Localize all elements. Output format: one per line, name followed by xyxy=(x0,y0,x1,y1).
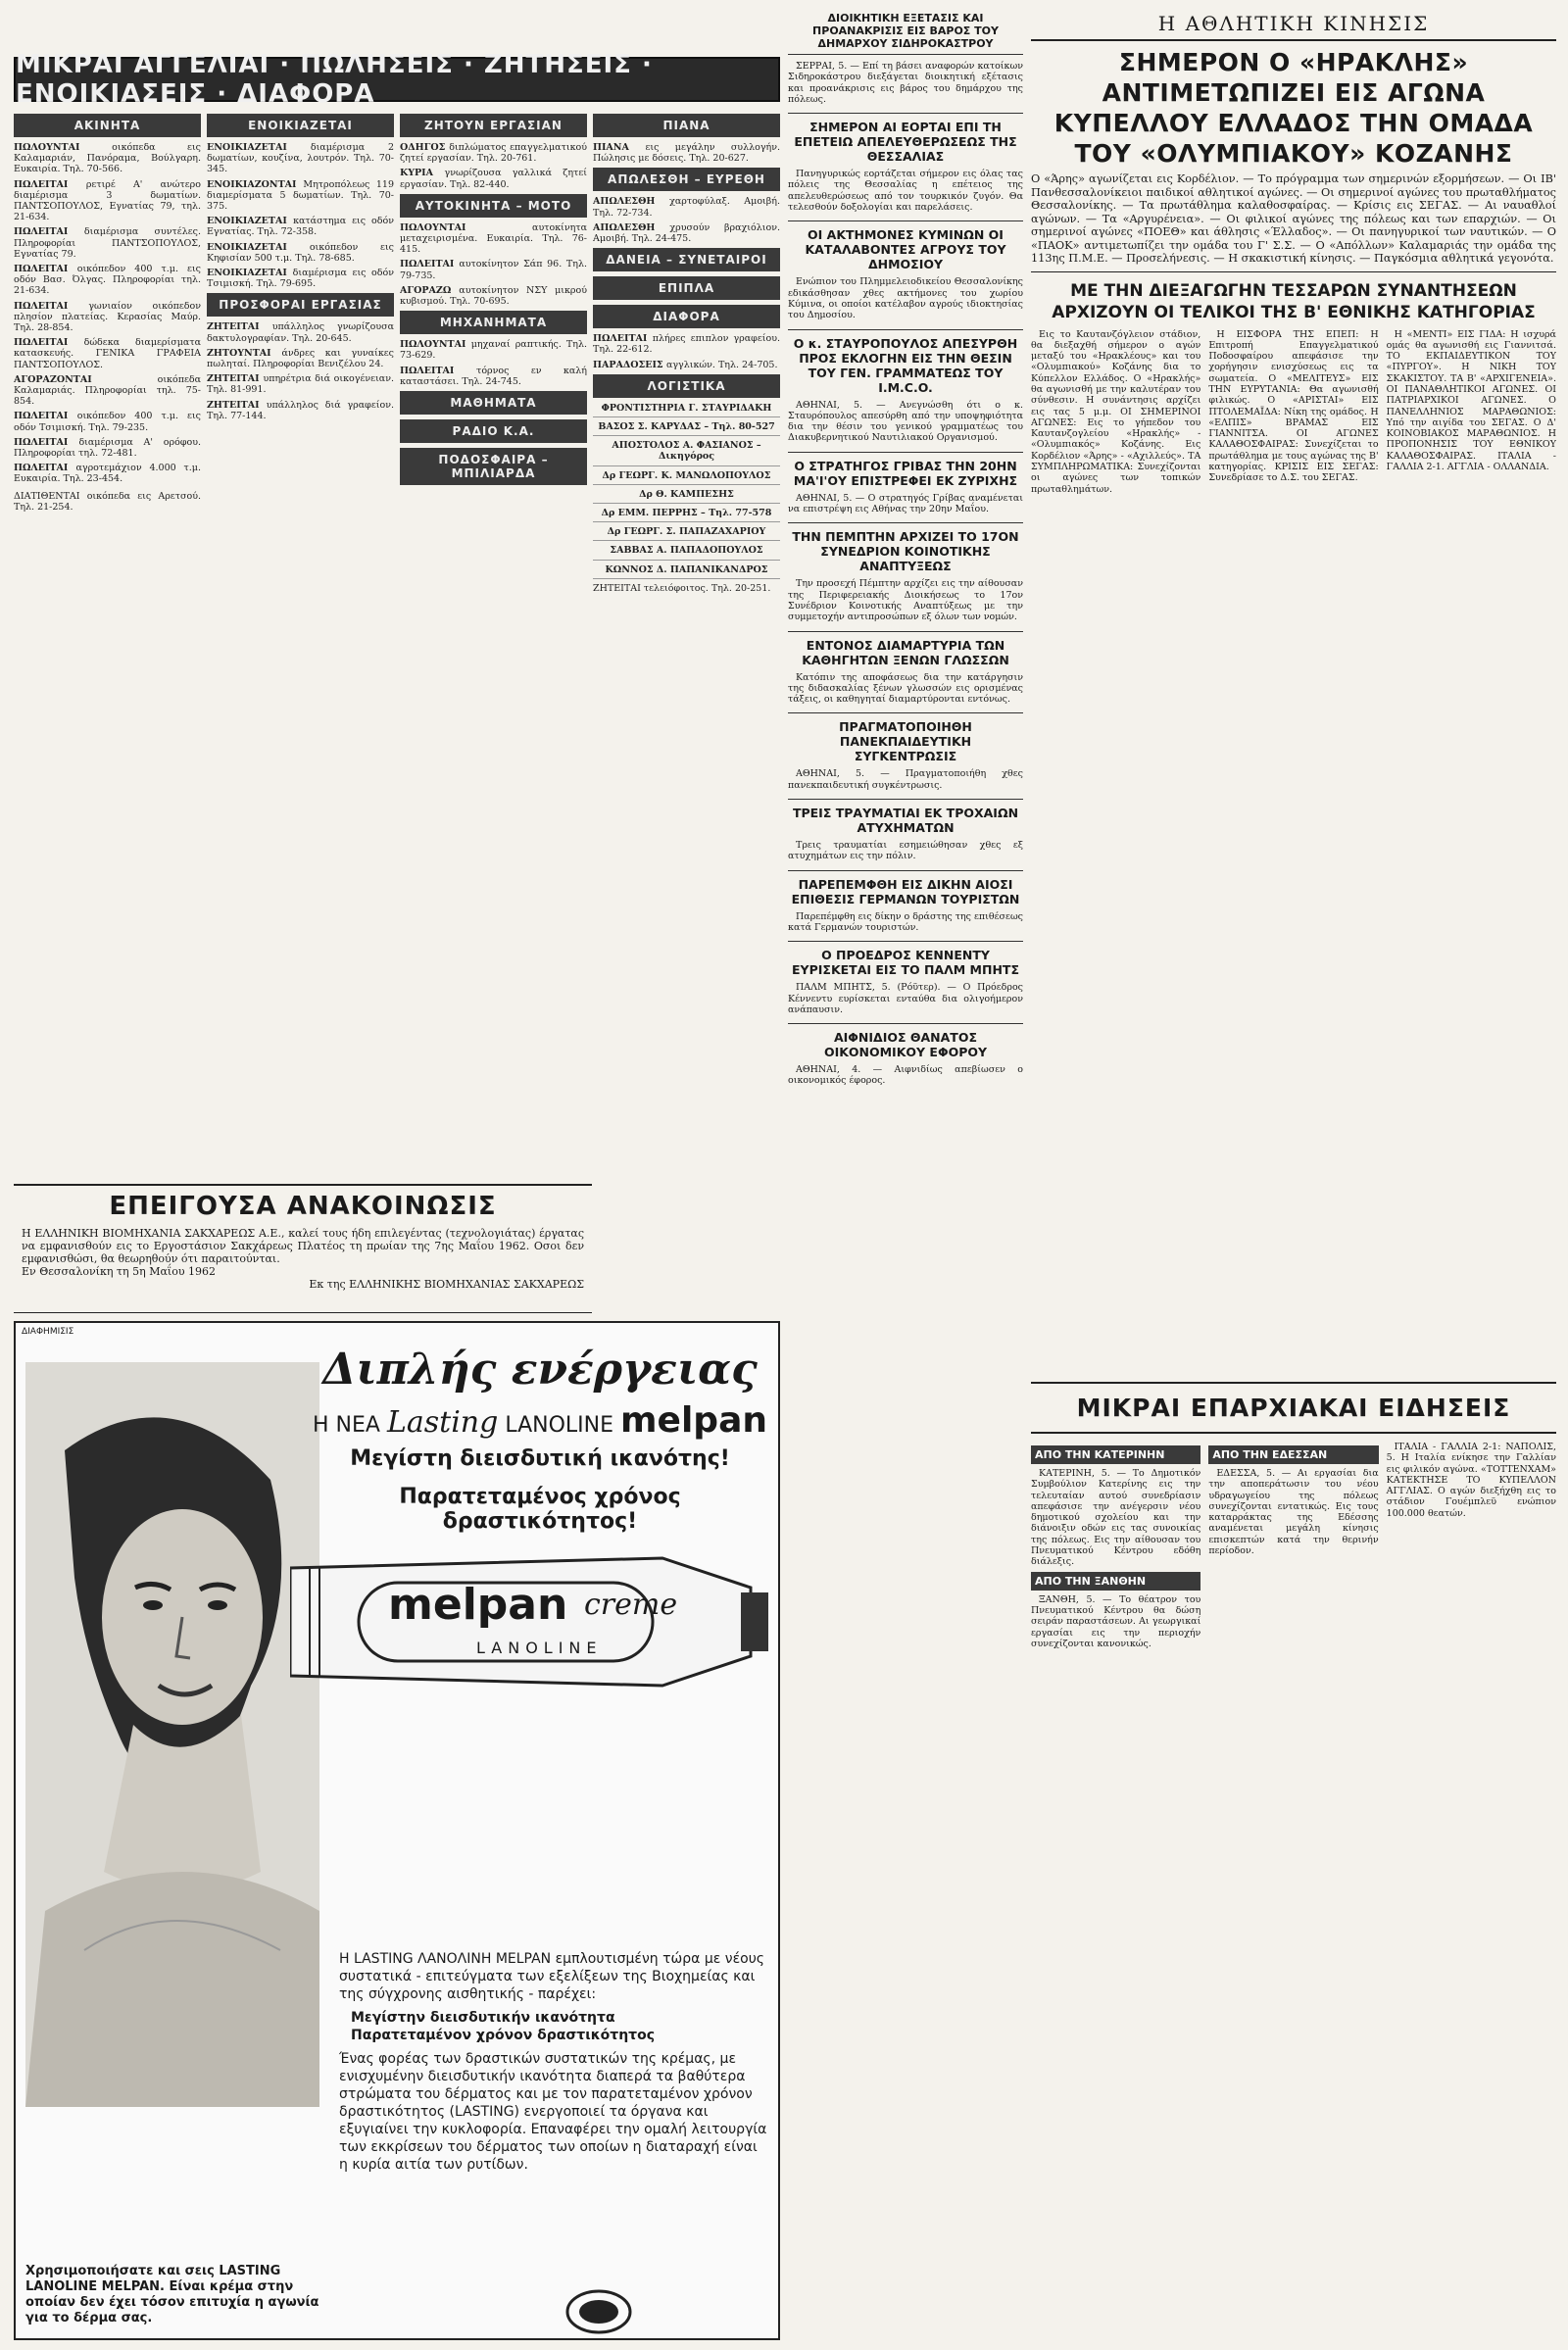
classified-keyword: ΠΩΛΕΙΤΑΙ xyxy=(593,333,653,345)
classified-keyword: ΖΗΤΕΙΤΑΙ xyxy=(207,373,264,385)
classified-text: ρετιρέ Α' ανώτερο διαμέρισμα 3 δωματίων. ΠΑΝΤΣΟΠΟΥΛΟΣ, Εγνατίας 79, τηλ. 21-634. xyxy=(14,178,201,223)
classified-keyword: ΠΩΛΕΙΤΑΙ xyxy=(14,436,79,448)
sports-column-text: Εις το Καυτανζόγλειον στάδιον, θα διεξαχθή σήμερον ο αγών μεταξύ του «Ηρακλέους» και του «Ολυμπιακού» Κοζάνης δια το Κύπελλον Ελλάδος. Ο «Ηρακλής» θα αγωνισθή με την καλυτέραν του σύνθεσιν. Η συνάντησις αρχίζει εις τας 5 μ.μ. ΟΙ ΣΗΜΕΡΙΝΟΙ ΑΓΩΝΕΣ: Εις το γήπεδον του Καυτανζογλείου «Ηρακλής» - «Ολυμπιακός» Κοζάνης. Εις Κορδέλιον «Άρης» - «Αχιλλεύς». ΤΑ ΣΥΜΠΛΗΡΩΜΑΤΙΚΑ: Συνεχίζονται οι αγώνες των τοπικών πρωταθλημάτων. xyxy=(1031,328,1201,495)
classified-text: υπηρέτρια διά οικογένειαν. Τηλ. 81-991. xyxy=(207,373,394,396)
ad-tag: ΔΙΑΦΗΜΙΣΙΣ xyxy=(22,1327,74,1337)
classified-keyword: ΑΓΟΡΑΖΩ xyxy=(400,284,460,296)
melpan-advertisement xyxy=(14,1321,780,2340)
classified-keyword: ΑΠΩΛΕΣΘΗ xyxy=(593,196,670,208)
classified-text: αυτοκίνητον Σάπ 96. Τηλ. 79-735. xyxy=(400,259,587,281)
tube-script: creme xyxy=(584,1588,678,1622)
classified-keyword: ΠΩΛΕΙΤΑΙ xyxy=(14,264,77,275)
classified-keyword: ΟΔΗΓΟΣ xyxy=(400,142,450,153)
ad-footer-text: Χρησιμοποιήσατε και σεις LASTING LANOLINE MELPAN. Είναι κρέμα στην οποίαν δεν έχει τόσον επιτυχία η αγωνία για το δέρμα σας. xyxy=(25,2264,319,2326)
section-head-lost-found: ΑΠΩΛΕΣΘΗ – ΕΥΡΕΘΗ xyxy=(593,168,780,191)
classifieds-column-4 xyxy=(593,110,780,1178)
classifieds-columns xyxy=(14,110,780,1178)
professional-listing: Δρ Θ. ΚΑΜΠΕΣΗΣ xyxy=(593,489,780,504)
location-label-katerini: ΑΠΟ ΤΗΝ ΚΑΤΕΡΙΝΗΝ xyxy=(1031,1445,1200,1464)
classified-keyword: ΕΝΟΙΚΙΑΖΟΝΤΑΙ xyxy=(207,178,304,190)
classified-keyword: ΖΗΤΕΙΤΑΙ xyxy=(207,321,272,333)
classified-ad xyxy=(593,142,780,164)
professional-listing: ΑΠΟΣΤΟΛΟΣ Α. ΦΑΣΙΑΝΟΣ – Δικηγόρος xyxy=(593,440,780,465)
classified-text: διαμέρισμα 2 δωματίων, κουζίνα, λουτρόν. Τηλ. 70-345. xyxy=(207,142,394,175)
section-head-lessons: ΜΑΘΗΜΑΤΑ xyxy=(400,391,587,415)
sports-column-text: Η ΕΙΣΦΟΡΑ ΤΗΣ ΕΠΕΠ: Η Επιτροπή Επαγγελματικού Ποδοσφαίρου απεφάσισε την χορήγησιν ενισχύσεως εις τα σωματεία. Ο «ΜΕΛΙΤΕΥΣ» ΕΙΣ ΤΗΝ ΕΥΡΥΤΑΝΙΑ: Θα αγωνισθή φιλικώς. Ο «ΑΡΙΣΤΑΙ» ΕΙΣ ΠΤΟΛΕΜΑΪΔΑ: Νίκη της ομάδος. Η «ΕΛΠΙΣ» ΒΡΑΜΑΣ ΕΙΣ ΓΙΑΝΝΙΤΣΑ. ΟΙ ΑΓΩΝΕΣ ΚΑΛΑΘΟΣΦΑΙΡΑΣ: Συνεχίζεται το πρωτάθλημα με τους αγώνας της Β' κατηγορίας. ΚΡΙΣΙΣ ΕΙΣ ΣΕΓΑΣ: Συνεδρίασε το Δ.Σ. του ΣΕΓΑΣ. xyxy=(1208,328,1379,484)
headline-traffic-accidents: ΤΡΕΙΣ ΤΡΑΥΜΑΤΙΑΙ ΕΚ ΤΡΟΧΑΙΩΝ ΑΤΥΧΗΜΑΤΩΝ xyxy=(788,799,1023,835)
headline-thessaly-liberation: ΣΗΜΕΡΟΝ ΑΙ ΕΟΡΤΑΙ ΕΠΙ ΤΗ ΕΠΕΤΕΙΩ ΑΠΕΛΕΥΘΕΡΩΣΕΩΣ ΤΗΣ ΘΕΣΣΑΛΙΑΣ xyxy=(788,113,1023,164)
classified-text: υπάλληλος διά γραφείον. Τηλ. 77-144. xyxy=(207,399,394,421)
classified-ad xyxy=(207,400,394,421)
woman-portrait-illustration xyxy=(25,1362,319,2107)
ad-brand-line xyxy=(310,1400,770,1441)
classified-keyword: ΑΓΟΡΑΖΟΝΤΑΙ xyxy=(14,373,158,385)
classified-keyword: ΠΙΑΝΑ xyxy=(593,142,646,153)
brand-mid: LANOLINE xyxy=(505,1413,614,1438)
classified-keyword: ΑΠΩΛΕΣΘΗ xyxy=(593,221,670,233)
announcement-signature: Εκ της ΕΛΛΗΝΙΚΗΣ ΒΙΟΜΗΧΑΝΙΑΣ ΣΑΚΧΑΡΕΩΣ xyxy=(309,1278,584,1291)
article-text: Παρεπέμφθη εις δίκην ο δράστης της επιθέσεως κατά Γερμανών τουριστών. xyxy=(788,910,1023,933)
classified-keyword: ΠΩΛΕΙΤΑΙ xyxy=(14,226,84,238)
classified-text: αυτοκίνητα μεταχειρισμένα. Ευκαιρία. Τηλ. 76-415. xyxy=(400,221,587,256)
classified-ad xyxy=(400,142,587,164)
classified-ad xyxy=(14,179,201,223)
section-head-seeking-work: ΖΗΤΟΥΝ ΕΡΓΑΣΙΑΝ xyxy=(400,114,587,137)
headline-landless-farmers: ΟΙ ΑΚΤΗΜΟΝΕΣ ΚΥΜΙΝΩΝ ΟΙ ΚΑΤΑΛΑΒΟΝΤΕΣ ΑΓΡΟΥΣ ΤΟΥ ΔΗΜΟΣΙΟΥ xyxy=(788,220,1023,271)
classified-text: χρυσούν βραχιόλιον. Αμοιβή. Τηλ. 24-475. xyxy=(593,221,780,245)
section-head-loans: ΔΑΝΕΙΑ – ΣΥΝΕΤΑΙΡΟΙ xyxy=(593,248,780,271)
classified-ad xyxy=(207,373,394,395)
classified-ad xyxy=(400,366,587,387)
provincial-news-section xyxy=(1031,1382,1556,2340)
classified-keyword: ΠΩΛΕΙΤΑΙ xyxy=(14,178,86,190)
classified-ad xyxy=(207,216,394,237)
ad-body-text: Ένας φορέας των δραστικών συστατικών της κρέμας, με ενισχυμένην διεισδυτικήν ικανότητα διαπερά τα βαθύτερα στρώματα του δέρματος και με τον παρατεταμένον χρόνον δραστικότητος (LASTING) ενεργοποιεί τα όργανα και εξυγιαίνει την κυκλοφορία. Επαναφέρει την ομαλή λειτουργία των εκκρίσεων του δέρματος των οποίων η διαταραχή είναι η κυρία αιτία των ρυτίδων. xyxy=(339,2051,767,2173)
brand-logo-icon xyxy=(564,2288,633,2335)
tube-sub: LANOLINE xyxy=(476,1639,603,1657)
classified-ad xyxy=(400,285,587,307)
section-head-misc: ΔΙΑΦΟΡΑ xyxy=(593,305,780,328)
headline-grivas-return: Ο ΣΤΡΑΤΗΓΟΣ ΓΡΙΒΑΣ ΤΗΝ 20ΗΝ ΜΑ'Ι'ΟΥ ΕΠΙΣΤΡΕΦΕΙ ΕΚ ΖΥΡΙΧΗΣ xyxy=(788,452,1023,488)
classified-ad xyxy=(14,301,201,334)
brand-name: melpan xyxy=(620,1400,767,1441)
classified-ad xyxy=(14,226,201,260)
classified-text: οικόπεδον εις Κηφισίαν 500 τ.μ. Τηλ. 78-685. xyxy=(207,241,394,264)
classified-ad: ΖΗΤΕΙΤΑΙ τελειόφοιτος. Τηλ. 20-251. xyxy=(593,582,771,594)
location-label-xanthi: ΑΠΟ ΤΗΝ ΞΑΝΘΗΝ xyxy=(1031,1572,1200,1591)
headline-stavropoulos-imco: Ο κ. ΣΤΑΥΡΟΠΟΥΛΟΣ ΑΠΕΣΥΡΘΗ ΠΡΟΣ ΕΚΛΟΓΗΝ ΕΙΣ ΤΗΝ ΘΕΣΙΝ ΤΟΥ ΓΕΝ. ΓΡΑΜΜΑΤΕΩΣ ΤΟΥ I.M.C.O. xyxy=(788,329,1023,395)
classified-text: διαμέρισμα συντέλες. Πληροφορίαι ΠΑΝΤΣΟΠΟΥΛΟΣ, Εγνατίας 79. xyxy=(14,226,201,260)
classified-keyword: ΚΥΡΙΑ xyxy=(400,168,445,179)
classified-ad xyxy=(400,259,587,280)
classified-keyword: ΕΝΟΙΚΙΑΖΕΤΑΙ xyxy=(207,268,293,279)
tube-brand: melpan xyxy=(388,1580,568,1630)
section-head-real-estate: ΑΚΙΝΗΤΑ xyxy=(14,114,201,137)
classified-ad xyxy=(207,142,394,175)
classified-keyword: ΠΩΛΕΙΤΑΙ xyxy=(14,411,77,422)
classified-text: χαρτοφύλαξ. Αμοιβή. Τηλ. 72-734. xyxy=(593,196,780,219)
classified-keyword: ΕΝΟΙΚΙΑΖΕΤΑΙ xyxy=(207,216,294,227)
article-text: Τρεις τραυματίαι εσημειώθησαν χθες εξ ατυχημάτων εις την πόλιν. xyxy=(788,840,1023,862)
ad-bullet: Παρατεταμένον χρόνον δραστικότητος xyxy=(351,2028,656,2043)
classified-ad xyxy=(14,374,201,408)
announcement-body: Η ΕΛΛΗΝΙΚΗ ΒΙΟΜΗΧΑΝΙΑ ΣΑΚΧΑΡΕΩΣ Α.Ε., καλεί τους ήδη επιλεγέντας (τεχνολογιάτας) έργατας να εμφανισθούν εις το Εργοστάσιον Σακχάρεως Πλατέος τη πρωίαν της 7ης Μαΐου 1962. Οσοι δεν εμφανισθώσι, θα θεωρηθούν ότι παραιτούνται. xyxy=(22,1227,584,1265)
classified-text: υπάλληλος γνωρίζουσα δακτυλογραφίαν. Τηλ. 20-645. xyxy=(207,321,394,344)
classified-keyword: ΠΩΛΕΙΤΑΙ xyxy=(400,259,460,270)
classified-text: Μητροπόλεως 119 διαμερίσματα 5 δωματίων. Τηλ. 70-375. xyxy=(207,178,394,213)
classified-ad xyxy=(207,268,394,289)
sports-columns xyxy=(1031,329,1556,495)
provincial-columns xyxy=(1031,1442,1556,1649)
classified-text: οικόπεδα εις Καλαμαριάν, Πανόραμα, Βούλγαρη. Ευκαιρία. Τηλ. 70-566. xyxy=(14,142,201,175)
classified-text: διαμέρισμα εις οδόν Τσιμισκή. Τηλ. 79-695. xyxy=(207,268,394,290)
classified-text: εις μεγάλην συλλογήν. Πώλησις με δόσεις. Τηλ. 20-627. xyxy=(593,142,780,165)
classified-text: αγροτεμάχιον 4.000 τ.μ. Ευκαιρία. Τηλ. 23-454. xyxy=(14,463,201,485)
classified-ad xyxy=(207,348,394,369)
provincial-text: ΚΑΤΕΡΙΝΗ, 5. — Το Δημοτικόν Συμβούλιον Κατερίνης εις την τελευταίαν αυτού συνεδρίασιν απεφάσισε την ανέγερσιν νέου δημοτικού σχολείου και την διάνοιξιν οδών εις τας συνοικίας της πόλεως. Εις την αίθουσαν του Πνευματικού Κέντρου εδόθη διάλεξις. xyxy=(1031,1468,1201,1568)
classifieds-column-1 xyxy=(14,110,201,1178)
article-text: ΣΕΡΡΑΙ, 5. — Επί τη βάσει αναφορών κατοίκων Σιδηροκάστρου διεξάγεται διοικητική εξέτασις και προανάκρισις εις βάρος του δημάρχου της πόλεως. xyxy=(788,61,1023,105)
location-label-edessa: ΑΠΟ ΤΗΝ ΕΔΕΣΣΑΝ xyxy=(1208,1445,1378,1464)
classified-keyword: ΠΩΛΟΥΝΤΑΙ xyxy=(400,339,471,351)
professional-listing: ΚΩΝΝΟΣ Δ. ΠΑΠΑΝΙΚΑΝΔΡΟΣ xyxy=(593,564,780,579)
ad-headline: Διπλής ενέργειας xyxy=(322,1345,758,1395)
article-text: Πανηγυρικώς εορτάζεται σήμερον εις όλας τας πόλεις της Θεσσαλίας η επέτειος της απελευθερώσεως από τον τουρκικόν ζυγόν. Θα τελεσθούν δοξολογίαι και παρελάσεις. xyxy=(788,169,1023,214)
classified-keyword: ΖΗΤΟΥΝΤΑΙ xyxy=(207,347,282,359)
classified-text: αυτοκίνητον ΝΣΥ μικρού κυβισμού. Τηλ. 70-695. xyxy=(400,284,587,308)
article-text: Την προσεχή Πέμπτην αρχίζει εις την αίθουσαν της Περιφερειακής Διοικήσεως το 17ον Συνέδριον Κοινοτικής Αναπτύξεως με την συμμετοχήν αντιπροσώπων εξ όλων των νομών. xyxy=(788,578,1023,623)
article-text: ΑΘΗΝΑΙ, 5. — Ανεγνώσθη ότι ο κ. Σταυρόπουλος απεσύρθη από την υποψηφιότητα δια την θέσιν του γενικού γραμματέως του Διακυβερνητικού Ναυτιλιακού Οργανισμού. xyxy=(788,399,1023,444)
professional-listing: Δρ ΓΕΩΡΓ. Κ. ΜΑΝΩΛΟΠΟΥΛΟΣ xyxy=(593,470,780,485)
classified-ad xyxy=(207,242,394,264)
classified-text: γνωρίζουσα γαλλικά ζητεί εργασίαν. Τηλ. 82-440. xyxy=(400,168,587,190)
classifieds-banner: ΜΙΚΡΑΙ ΑΓΓΕΛΙΑΙ · ΠΩΛΗΣΕΙΣ · ΖΗΤΗΣΕΙΣ · ΕΝΟΙΚΙΑΣΕΙΣ · ΔΙΑΦΟΡΑ xyxy=(14,57,780,102)
classified-text: διαμέρισμα Α' ορόφου. Πληροφορίαι τηλ. 72-481. xyxy=(14,436,201,460)
section-head-furniture: ΕΠΙΠΛΑ xyxy=(593,276,780,300)
classified-keyword: ΖΗΤΕΙΤΑΙ xyxy=(207,399,267,411)
classified-ad xyxy=(207,321,394,343)
brand-script: Lasting xyxy=(386,1405,499,1440)
classified-text: άνδρες και γυναίκες πωληταί. Πληροφορίαι Βενιζέλου 24. xyxy=(207,347,394,370)
classified-ad xyxy=(207,179,394,213)
classified-keyword: ΕΝΟΙΚΙΑΖΕΤΑΙ xyxy=(207,241,310,253)
classified-ad xyxy=(400,222,587,256)
article-text: Κατόπιν της αποφάσεως δια την κατάργησιν της διδασκαλίας ξένων γλωσσών εις ορισμένας τάξεις, οι καθηγηταί διαμαρτύρονται εντόνως. xyxy=(788,671,1023,706)
headline-mayor-investigation: ΔΙΟΙΚΗΤΙΚΗ ΕΞΕΤΑΣΙΣ ΚΑΙ ΠΡΟΑΝΑΚΡΙΣΙΣ ΕΙΣ ΒΑΡΟΣ ΤΟΥ ΔΗΜΑΡΧΟΥ ΣΙΔΗΡΟΚΑΣΤΡΟΥ xyxy=(788,12,1023,55)
classified-keyword: ΠΑΡΑΔΟΣΕΙΣ xyxy=(593,359,666,370)
classified-text: οικόπεδον 400 τ.μ. εις οδόν Τσιμισκή. Τηλ. 79-235. xyxy=(14,411,201,433)
classified-text: γωνιαίον οικόπεδον πλησίον πλατείας. Κερασίας Μαύρ. Τηλ. 28-854. xyxy=(14,300,201,334)
professional-listing: ΦΡΟΝΤΙΣΤΗΡΙΑ Γ. ΣΤΑΥΡΙΔΑΚΗ xyxy=(593,403,780,417)
headline-language-teachers: ΕΝΤΟΝΟΣ ΔΙΑΜΑΡΤΥΡΙΑ ΤΩΝ ΚΑΘΗΓΗΤΩΝ ΞΕΝΩΝ ΓΛΩΣΣΩΝ xyxy=(788,631,1023,667)
classified-ad xyxy=(14,463,201,484)
classified-text: οικόπεδα Καλαμαριάς. Πληροφορίαι τηλ. 75-854. xyxy=(14,373,201,408)
section-head-machinery: ΜΗΧΑΝΗΜΑΤΑ xyxy=(400,311,587,334)
classified-keyword: ΕΝΟΙΚΙΑΖΕΤΑΙ xyxy=(207,142,311,153)
sports-section xyxy=(1031,12,1556,1374)
article-text: ΑΘΗΝΑΙ, 4. — Αιφνιδίως απεβίωσεν ο οικονομικός έφορος. xyxy=(788,1064,1023,1087)
provincial-text: ΞΑΝΘΗ, 5. — Το θέατρον του Πνευματικού Κέντρου θα δώση σειράν παραστάσεων. Αι γεωργικαί εργασίαι εις την περιοχήν συνεχίζονται κανονικώς. xyxy=(1031,1593,1201,1649)
classified-ad: ΔΙΑΤΙΘΕΝΤΑΙ οικόπεδα εις Αρετσού. Τηλ. 21-254. xyxy=(14,490,201,513)
article-text: ΑΘΗΝΑΙ, 5. — Πραγματοποιήθη χθες πανεκπαιδευτική συγκέντρωσις. xyxy=(788,768,1023,791)
ad-body xyxy=(339,1950,770,2174)
professional-listing: Δρ ΕΜΜ. ΠΕΡΡΗΣ – Τηλ. 77-578 xyxy=(593,508,780,522)
ad-claim-1: Μεγίστη διεισδυτική ικανότης! xyxy=(350,1446,730,1471)
classified-keyword: ΠΩΛΕΙΤΑΙ xyxy=(14,300,89,312)
announcement-title: ΕΠΕΙΓΟΥΣΑ ΑΝΑΚΟΙΝΩΣΙΣ xyxy=(109,1192,497,1221)
classified-keyword: ΠΩΛΟΥΝΤΑΙ xyxy=(14,142,113,153)
professional-listing: Δρ ΓΕΩΡΓ. Σ. ΠΑΠΑΖΑΧΑΡΙΟΥ xyxy=(593,526,780,541)
news-column-middle xyxy=(788,12,1023,2340)
section-head-radio: ΡΑΔΙΟ Κ.Α. xyxy=(400,419,587,443)
article-text: ΠΑΛΜ ΜΠΗΤΣ, 5. (Ρόϋτερ). — Ο Πρόεδρος Κέννεντυ ευρίσκεται ενταύθα δια ολιγοήμερον ανάπαυσιν. xyxy=(788,982,1023,1015)
provincial-news-headline: ΜΙΚΡΑΙ ΕΠΑΡΧΙΑΚΑΙ ΕΙΔΗΣΕΙΣ xyxy=(1031,1384,1556,1434)
classified-ad xyxy=(400,168,587,189)
classified-ad xyxy=(14,264,201,297)
ad-claim-2: Παρατεταμένος χρόνος δραστικότητος! xyxy=(399,1485,681,1534)
professional-listing: ΣΑΒΒΑΣ Α. ΠΑΠΑΔΟΠΟΥΛΟΣ xyxy=(593,545,780,560)
classified-ad xyxy=(593,196,780,218)
classified-ad xyxy=(14,337,201,370)
provincial-text: ΙΤΑΛΙΑ - ΓΑΛΛΙΑ 2-1: ΝΑΠΟΛΙΣ, 5. Η Ιταλία ενίκησε την Γαλλίαν εις φιλικόν αγώνα. «ΤΟΤΤΕΝΧΑΜ» ΚΑΤΕΚΤΗΣΕ ΤΟ ΚΥΠΕΛΛΟΝ ΑΓΓΛΙΑΣ. Ο αγών διεξήχθη εις το στάδιον Γουέμπλεϋ ενώπιον 100.000 θεατών. xyxy=(1386,1442,1556,1519)
section-head-accounting: ΛΟΓΙΣΤΙΚΑ xyxy=(593,374,780,398)
classified-ad xyxy=(14,142,201,175)
classified-ad xyxy=(400,339,587,361)
classified-ad xyxy=(14,437,201,459)
classified-text: κατάστημα εις οδόν Εγνατίας. Τηλ. 72-358. xyxy=(207,216,394,238)
classified-keyword: ΠΩΛΕΙΤΑΙ xyxy=(14,463,76,474)
section-head-job-offers: ΠΡΟΣΦΟΡΑΙ ΕΡΓΑΣΙΑΣ xyxy=(207,293,394,317)
sports-column-text: Η «ΜΕΝΤΙ» ΕΙΣ ΓΙΔΑ: Η ισχυρά ομάς θα αγωνισθή εις Γιαννιτσά. ΤΟ ΕΚΠΑΙΔΕΥΤΙΚΟΝ ΤΟΥ «ΠΥΡΓΟΥ». Η ΝΙΚΗ ΤΟΥ ΣΚΑΚΙΣΤΟΥ. ΤΑ Β' «ΑΡΧΙΓΕΝΕΙΑ». ΟΙ ΠΑΝΑΘΛΗΤΙΚΟΙ ΑΓΩΝΕΣ. ΟΙ ΠΑΤΡΙΑΡΧΙΚΟΙ ΑΓΩΝΕΣ. Ο ΠΑΝΕΛΛΗΝΙΟΣ ΜΑΡΑΘΩΝΙΟΣ: Υπό την αιγίδα του ΣΕΓΑΣ. Ο Δ' ΚΟΙΝΟΒΙΑΚΟΣ ΜΑΡΑΘΩΝΙΟΣ. Η ΠΡΟΠΟΝΗΣΙΣ ΤΟΥ ΕΘΝΙΚΟΥ ΚΑΛΑΘΟΣΦΑΙΡΑΣ. ΙΤΑΛΙΑ - ΓΑΛΛΙΑ 2-1. ΑΓΓΛΙΑ - ΟΛΛΑΝΔΙΑ. xyxy=(1386,328,1556,473)
classified-text: δώδεκα διαμερίσματα κατασκευής. ΓΕΝΙΚΑ ΓΡΑΦΕΙΑ ΠΑΝΤΣΟΠΟΥΛΟΣ. xyxy=(14,337,201,370)
brand-pre: Η ΝΕΑ xyxy=(313,1413,380,1438)
sports-main-headline: ΣΗΜΕΡΟΝ Ο «ΗΡΑΚΛΗΣ» ΑΝΤΙΜΕΤΩΠΙΖΕΙ ΕΙΣ ΑΓΩΝΑ ΚΥΠΕΛΛΟΥ ΕΛΛΑΔΟΣ ΤΗΝ ΟΜΑΔΑ ΤΟΥ «ΟΛΥΜΠΙΑΚΟΥ» ΚΟΖΑΝΗΣ xyxy=(1054,48,1534,168)
announcement-place: Εν Θεσσαλονίκη τη 5η Μαΐου 1962 xyxy=(22,1265,216,1278)
sports-subheadline: ΜΕ ΤΗΝ ΔΙΕΞΑΓΩΓΗΝ ΤΕΣΣΑΡΩΝ ΣΥΝΑΝΤΗΣΕΩΝ ΑΡΧΙΖΟΥΝ ΟΙ ΤΕΛΙΚΟΙ ΤΗΣ Β' ΕΘΝΙΚΗΣ ΚΑΤΗΓΟΡΙΑΣ xyxy=(1052,280,1536,322)
headline-kennedy-palm-beach: Ο ΠΡΟΕΔΡΟΣ ΚΕΝΝΕΝΤΥ ΕΥΡΙΣΚΕΤΑΙ ΕΙΣ ΤΟ ΠΑΛΜ ΜΠΗΤΣ xyxy=(788,941,1023,977)
section-head-pianos: ΠΙΑΝΑ xyxy=(593,114,780,137)
classified-text: οικόπεδον 400 τ.μ. εις οδόν Βασ. Όλγας. Πληροφορίαι τηλ. 21-634. xyxy=(14,264,201,297)
article-text: Ενώπιον του Πλημμελειοδικείου Θεσσαλονίκης εδικάσθησαν χθες ακτήμονες του χωρίου Κύμινα, οι οποίοι κατέλαβον αγρούς ιδιοκτησίας του Δημοσίου. xyxy=(788,276,1023,321)
ad-bullet: Μεγίστην διεισδυτικήν ικανότητα xyxy=(351,2010,615,2026)
ad-headline-block xyxy=(310,1345,770,1534)
article-text: ΑΘΗΝΑΙ, 5. — Ο στρατηγός Γρίβας αναμένεται να επιστρέψη εις Αθήνας την 20ην Μαΐου. xyxy=(788,492,1023,515)
section-head-football-billiards: ΠΟΔΟΣΦΑΙΡΑ – ΜΠΙΛΙΑΡΔΑ xyxy=(400,448,587,485)
classified-ad xyxy=(593,222,780,244)
headline-education-rally: ΠΡΑΓΜΑΤΟΠΟΙΗΘΗ ΠΑΝΕΚΠΑΙΔΕΥΤΙΚΗ ΣΥΓΚΕΝΤΡΩΣΙΣ xyxy=(788,712,1023,763)
urgent-announcement xyxy=(14,1184,592,1313)
sports-lead: Ο «Άρης» αγωνίζεται εις Κορδέλιον. — Το πρόγραμμα των σημερινών εξορμήσεων. — Οι ΙΒ' Πανθεσσαλονίκειοι παιδικοί αθλητικοί αγώνες. — Οι σημερινοί αγώνες του πρωταθλήματος Θεσσαλονίκης. — Τα πρωτάθλημα καλαθοσφαίρας. — Κρίσις εις ΣΕΓΑΣ. — Αι ναυαθλοί αγώνων. — Τα «Αργυρένεια». — Οι φιλικοί αγώνες της πόλεως και των επαρχιών. — Οι σημερινοί αγώνες «ΠΟΕΘ» και άθλησις «Έλλαδος». — Οι πανηγυρικοί των ναυτικών. — Ο «ΠΑΟΚ» αντιμετωπίζει την ομάδα του Γ' Σ.Σ. — Ο «Απόλλων» Καλαμαριάς την ομάδα της 113ης Π.Μ.Ε. — Προσελήνεσις. — Η σκακιστική κίνησις. — Παγκόσμια αθλητικά γεγονότα. xyxy=(1031,172,1556,272)
classified-text: διπλώματος επαγγελματικού ζητεί εργασίαν. Τηλ. 20-761. xyxy=(400,142,587,165)
sports-rubric: Η ΑΘΛΗΤΙΚΗ ΚΙΝΗΣΙΣ xyxy=(1031,12,1556,41)
classified-ad xyxy=(593,333,780,355)
classified-ad xyxy=(593,360,780,370)
provincial-text: ΕΔΕΣΣΑ, 5. — Αι εργασίαι δια την αποπεράτωσιν του νέου υδραγωγείου της πόλεως συνεχίζονται εντατικώς. Εις τους καταρράκτας της Εδέσσης αναμένεται μεγάλη κίνησις επισκεπτών κατά την θερινήν περίοδον. xyxy=(1208,1468,1379,1557)
professional-listing: ΒΑΣΟΣ Σ. ΚΑΡΥΔΑΣ – Τηλ. 80-527 xyxy=(593,421,780,436)
classifieds-column-2 xyxy=(207,110,394,1178)
headline-community-congress: ΤΗΝ ΠΕΜΠΤΗΝ ΑΡΧΙΖΕΙ ΤΟ 17ΟΝ ΣΥΝΕΔΡΙΟΝ ΚΟΙΝΟΤΙΚΗΣ ΑΝΑΠΤΥΞΕΩΣ xyxy=(788,522,1023,573)
section-head-cars: ΑΥΤΟΚΙΝΗΤΑ – ΜΟΤΟ xyxy=(400,194,587,218)
classified-keyword: ΠΩΛΕΙΤΑΙ xyxy=(14,337,84,349)
ad-intro: Η LASTING ΛΑΝΟΛΙΝΗ MELPAN εμπλουτισμένη τώρα με νέους συστατικά - επιτεύγματα των εξελίξεων της Βιοχημείας και της σύγχρονης αισθητικής - παρέχει: xyxy=(339,1951,765,2002)
classifieds-column-3 xyxy=(400,110,587,1178)
classified-keyword: ΠΩΛΟΥΝΤΑΙ xyxy=(400,221,533,233)
section-head-rentals: ΕΝΟΙΚΙΑΖΕΤΑΙ xyxy=(207,114,394,137)
classified-text: μηχαναί ραπτικής. Τηλ. 73-629. xyxy=(400,339,587,362)
headline-sudden-death: ΑΙΦΝΙΔΙΟΣ ΘΑΝΑΤΟΣ ΟΙΚΟΝΟΜΙΚΟΥ ΕΦΟΡΟΥ xyxy=(788,1023,1023,1059)
classified-text: αγγλικών. Τηλ. 24-705. xyxy=(665,359,778,370)
classified-text: τόρνος εν καλή καταστάσει. Τηλ. 24-745. xyxy=(400,365,587,387)
classified-ad xyxy=(14,411,201,432)
classified-text: πλήρες επιπλον γραφείου. Τηλ. 22-612. xyxy=(593,333,780,356)
headline-tourist-attack: ΠΑΡΕΠΕΜΦΘΗ ΕΙΣ ΔΙΚΗΝ ΑΙΟΣΙ ΕΠΙΘΕΣΙΣ ΓΕΡΜΑΝΩΝ ΤΟΥΡΙΣΤΩΝ xyxy=(788,870,1023,906)
classified-keyword: ΠΩΛΕΙΤΑΙ xyxy=(400,365,477,376)
